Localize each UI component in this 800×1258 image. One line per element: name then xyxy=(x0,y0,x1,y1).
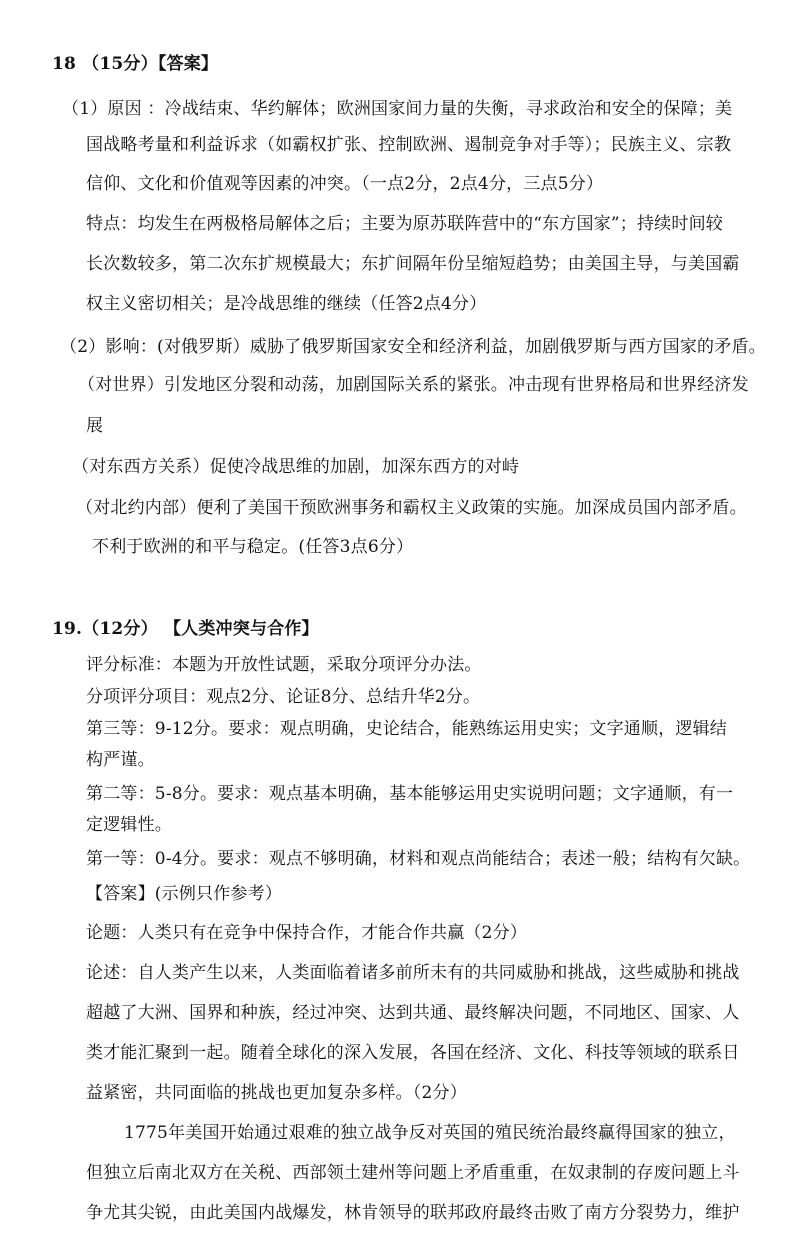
q18-part1-line-3: 信仰、文化和价值观等因素的冲突。（一点2分，2点4分，三点5分） xyxy=(86,174,604,194)
q19-line-2: 分项评分项目：观点2分、论证8分、总结升华2分。 xyxy=(86,687,481,707)
q18-part2-line-2: （对世界）引发地区分裂和动荡，加剧国际关系的紧张。冲击现有世界格局和世界经济发 xyxy=(78,375,749,395)
q19-argument-line-1: 论述：自人类产生以来，人类面临着诸多前所未有的共同威胁和挑战，这些威胁和挑战 xyxy=(86,963,740,983)
q18-part1-line-2: 国战略考量和利益诉求（如霸权扩张、控制欧洲、遏制竞争对手等）；民族主义、宗教 xyxy=(86,135,732,155)
q18-part1-line-6: 权主义密切相关；是冷战思维的继续（任答2点4分） xyxy=(86,294,487,314)
q18-part2-line-4: （对东西方关系）促使冷战思维的加剧，加深东西方的对峙 xyxy=(72,457,520,477)
q19-header: 19.（12分） 【人类冲突与合作】 xyxy=(52,619,319,639)
q19-thesis: 论题：人类只有在竞争中保持合作，才能合作共赢（2分） xyxy=(86,923,528,943)
q19-argument-line-3: 类才能汇聚到一起。随着全球化的深入发展，各国在经济、文化、科技等领域的联系日 xyxy=(86,1043,740,1063)
q18-part1-line-4: 特点：均发生在两极格局解体之后；主要为原苏联阵营中的“东方国家”；持续时间较 xyxy=(86,214,723,234)
q19-line-1: 评分标准：本题为开放性试题，采取分项评分办法。 xyxy=(86,655,482,675)
q19-line-6: 定逻辑性。 xyxy=(86,815,172,835)
q19-line-4: 构严谨。 xyxy=(86,750,155,770)
q18-part2-line-5: （对北约内部）便利了美国干预欧洲事务和霸权主义政策的实施。加深成员国内部矛盾。 xyxy=(76,498,747,518)
q18-part2-line-6: 不利于欧洲的和平与稳定。(任答3点6分） xyxy=(92,537,414,557)
q18-part2-line-1: （2）影响：(对俄罗斯）威胁了俄罗斯国家安全和经济利益，加剧俄罗斯与西方国家的矛盾。 xyxy=(60,337,766,357)
q18-header: 18 （15分）【答案】 xyxy=(52,54,219,74)
q18-part1-line-1: （1）原因 ：冷战结束、华约解体；欧洲国家间力量的失衡，寻求政治和安全的保障；美 xyxy=(62,99,733,119)
q19-example-line-1: 1775年美国开始通过艰难的独立战争反对英国的殖民统治最终赢得国家的独立， xyxy=(124,1123,736,1143)
q19-line-5: 第二等：5-8分。要求：观点基本明确，基本能够运用史实说明问题；文字通顺，有一 xyxy=(86,784,734,804)
q19-argument-line-2: 超越了大洲、国界和种族，经过冲突、达到共通、最终解决问题，不同地区、国家、人 xyxy=(86,1003,740,1023)
q18-part2-line-3: 展 xyxy=(86,416,104,436)
q19-answer-label: 【答案】(示例只作参考） xyxy=(86,884,283,904)
q19-argument-line-4: 益紧密，共同面临的挑战也更加复杂多样。（2分） xyxy=(86,1083,467,1103)
q19-example-line-2: 但独立后南北双方在关税、西部领土建州等问题上矛盾重重，在奴隶制的存废问题上斗 xyxy=(86,1163,740,1183)
q19-line-3: 第三等：9-12分。要求：观点明确，史论结合，能熟练运用史实；文字通顺，逻辑结 xyxy=(86,719,727,739)
q18-part1-line-5: 长次数较多，第二次东扩规模最大；东扩间隔年份呈缩短趋势；由美国主导，与美国霸 xyxy=(86,254,740,274)
q19-line-7: 第一等：0-4分。要求：观点不够明确，材料和观点尚能结合；表述一般；结构有欠缺。 xyxy=(86,849,751,869)
q19-example-line-3: 争尤其尖锐，由此美国内战爆发，林肯领导的联邦政府最终击败了南方分裂势力，维护 xyxy=(86,1203,740,1223)
